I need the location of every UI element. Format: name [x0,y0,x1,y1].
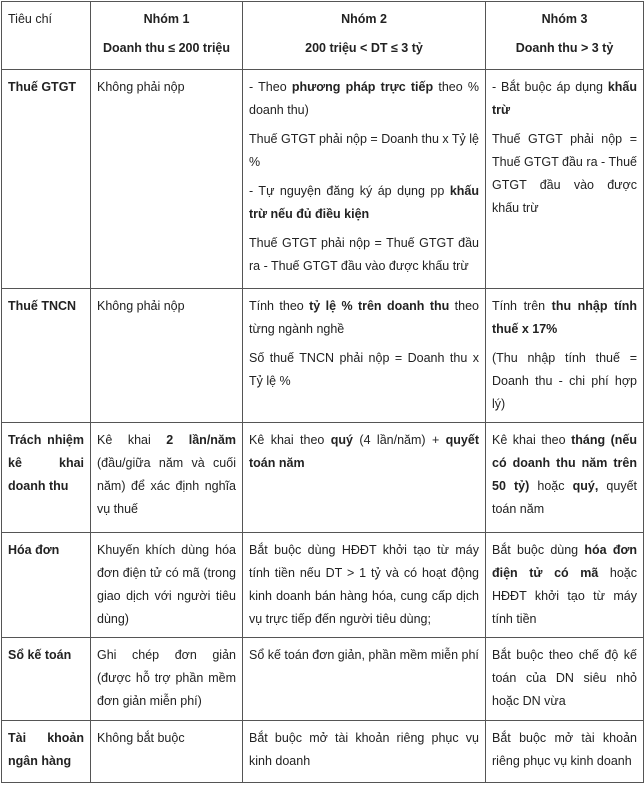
bold-text: phương pháp trực tiếp [291,80,434,94]
cell-paragraph: Thuế GTGT phải nộp = Doanh thu x Tỷ lệ % [249,132,479,169]
table-row [2,638,644,721]
text-run: Tính theo [249,299,310,313]
cell-paragraph: Số thuế TNCN phải nộp = Doanh thu x Tỷ lệ % [249,351,479,388]
cell-text: Không phải nộp [97,299,185,313]
bold-text: khấu trừ [492,80,637,117]
cell-paragraph: Thuế GTGT phải nộp = Thuế GTGT đầu ra - Thuế GTGT đầu vào được khấu trừ [249,236,479,273]
bold-text: quý, [572,479,599,493]
cell-paragraph [492,295,637,341]
header-group-2-title: Nhóm 2 [341,12,387,26]
header-criteria-label: Tiêu chí [8,12,53,26]
tax-comparison-table [1,1,644,783]
bold-text: hóa đơn điện tử có mã [492,543,637,580]
group-1-cell [91,289,243,423]
table-row [2,533,644,638]
header-group-3 [486,2,644,70]
text-run: Bắt buộc dùng [492,543,585,557]
criteria-label: Tài khoản ngân hàng [8,731,84,768]
table-row [2,423,644,533]
text-run: Kê khai theo [249,433,331,447]
cell-paragraph: (Thu nhập tính thuế = Doanh thu - chi phí hợp lý) [492,351,637,411]
text-run: hoặc HĐĐT khởi tạo từ máy tính tiền [492,566,637,626]
table-row [2,721,644,783]
text-run: Tính trên [492,299,552,313]
bold-text: thu nhập tính thuế x 17% [492,299,637,336]
table-row [2,289,644,423]
bold-text: 2 lần/năm [166,433,236,447]
cell-text: Bắt buộc dùng HĐĐT khởi tạo từ máy tính tiền nếu DT > 1 tỷ và có hoạt động kinh doanh bán hàng hóa, cung cấp dịch vụ trực tiếp đến người tiêu dùng; [249,543,479,626]
cell-text: Ghi chép đơn giản (được hỗ trợ phần mềm đơn giản miễn phí) [97,648,236,708]
text-run: (đầu/giữa năm và cuối năm) để xác định nghĩa vụ thuế [97,456,236,516]
text-run: - Bắt buộc áp dụng [492,80,608,94]
criteria-cell [2,423,91,533]
cell-paragraph [249,76,479,122]
group-3-cell [486,721,644,783]
group-1-cell [91,638,243,721]
group-2-cell [243,533,486,638]
cell-paragraph: Thuế GTGT phải nộp = Thuế GTGT đầu ra - Thuế GTGT đầu vào được khấu trừ [492,132,637,215]
bold-text: khấu trừ nếu đủ điều kiện [249,184,479,221]
group-1-cell [91,423,243,533]
criteria-cell [2,533,91,638]
criteria-cell [2,289,91,423]
header-group-1-subtitle: Doanh thu ≤ 200 triệu [102,41,230,55]
text-run: Kê khai theo [492,433,572,447]
cell-text: Không phải nộp [97,80,185,94]
group-1-cell [91,721,243,783]
bold-text: quý [330,433,353,447]
group-3-cell [486,423,644,533]
criteria-label: Hóa đơn [8,543,60,557]
cell-text: Bắt buộc mở tài khoản riêng phục vụ kinh doanh [249,731,479,768]
criteria-label: Sổ kế toán [8,648,72,662]
cell-paragraph [249,180,479,226]
cell-text: Không bắt buộc [97,731,185,745]
cell-text: Sổ kế toán đơn giản, phần mềm miễn phí [249,648,479,662]
text-run: - Tự nguyện đăng ký áp dụng pp [249,184,450,198]
bold-text: tỷ lệ % trên doanh thu [309,299,450,313]
group-3-cell [486,638,644,721]
group-2-cell [243,70,486,289]
criteria-label: Thuế GTGT [8,80,77,94]
header-group-1-title: Nhóm 1 [143,12,190,26]
text-run: theo từng ngành nghề [249,299,479,336]
header-group-2 [243,2,486,70]
header-group-2-subtitle: 200 triệu < DT ≤ 3 tỷ [305,41,423,55]
group-2-cell [243,721,486,783]
cell-text: Bắt buộc mở tài khoản riêng phục vụ kinh doanh [492,731,637,768]
header-group-1 [91,2,243,70]
group-2-cell [243,289,486,423]
text-run: theo % doanh thu) [249,80,480,117]
group-3-cell [486,289,644,423]
group-3-cell [486,70,644,289]
group-2-cell [243,423,486,533]
group-2-cell [243,638,486,721]
group-3-cell [486,533,644,638]
group-1-cell [91,70,243,289]
bold-text: tháng (nếu có doanh thu năm trên 50 tỷ) [492,433,637,493]
text-run: Kê khai [97,433,167,447]
cell-paragraph [492,76,637,122]
criteria-cell [2,638,91,721]
text-run: quyết toán năm [492,479,637,516]
bold-text: quyết toán năm [249,433,479,470]
cell-text: Khuyến khích dùng hóa đơn điện tử có mã (trong giao dịch với người tiêu dùng) [97,543,236,626]
text-run: - Theo [249,80,292,94]
criteria-cell [2,721,91,783]
cell-text: Bắt buộc theo chế độ kế toán của DN siêu nhỏ hoặc DN vừa [492,648,637,708]
header-group-3-title: Nhóm 3 [541,12,588,26]
text-run: (4 lần/năm) + [353,433,446,447]
header-group-3-subtitle: Doanh thu > 3 tỷ [515,41,614,55]
cell-paragraph [249,295,479,341]
table-row [2,70,644,289]
table-header-row [2,2,644,70]
criteria-label: Thuế TNCN [8,299,77,313]
criteria-cell [2,70,91,289]
group-1-cell [91,533,243,638]
header-criteria [2,2,91,70]
text-run: hoặc [529,479,573,493]
criteria-label: Trách nhiệm kê khai doanh thu [8,433,84,493]
